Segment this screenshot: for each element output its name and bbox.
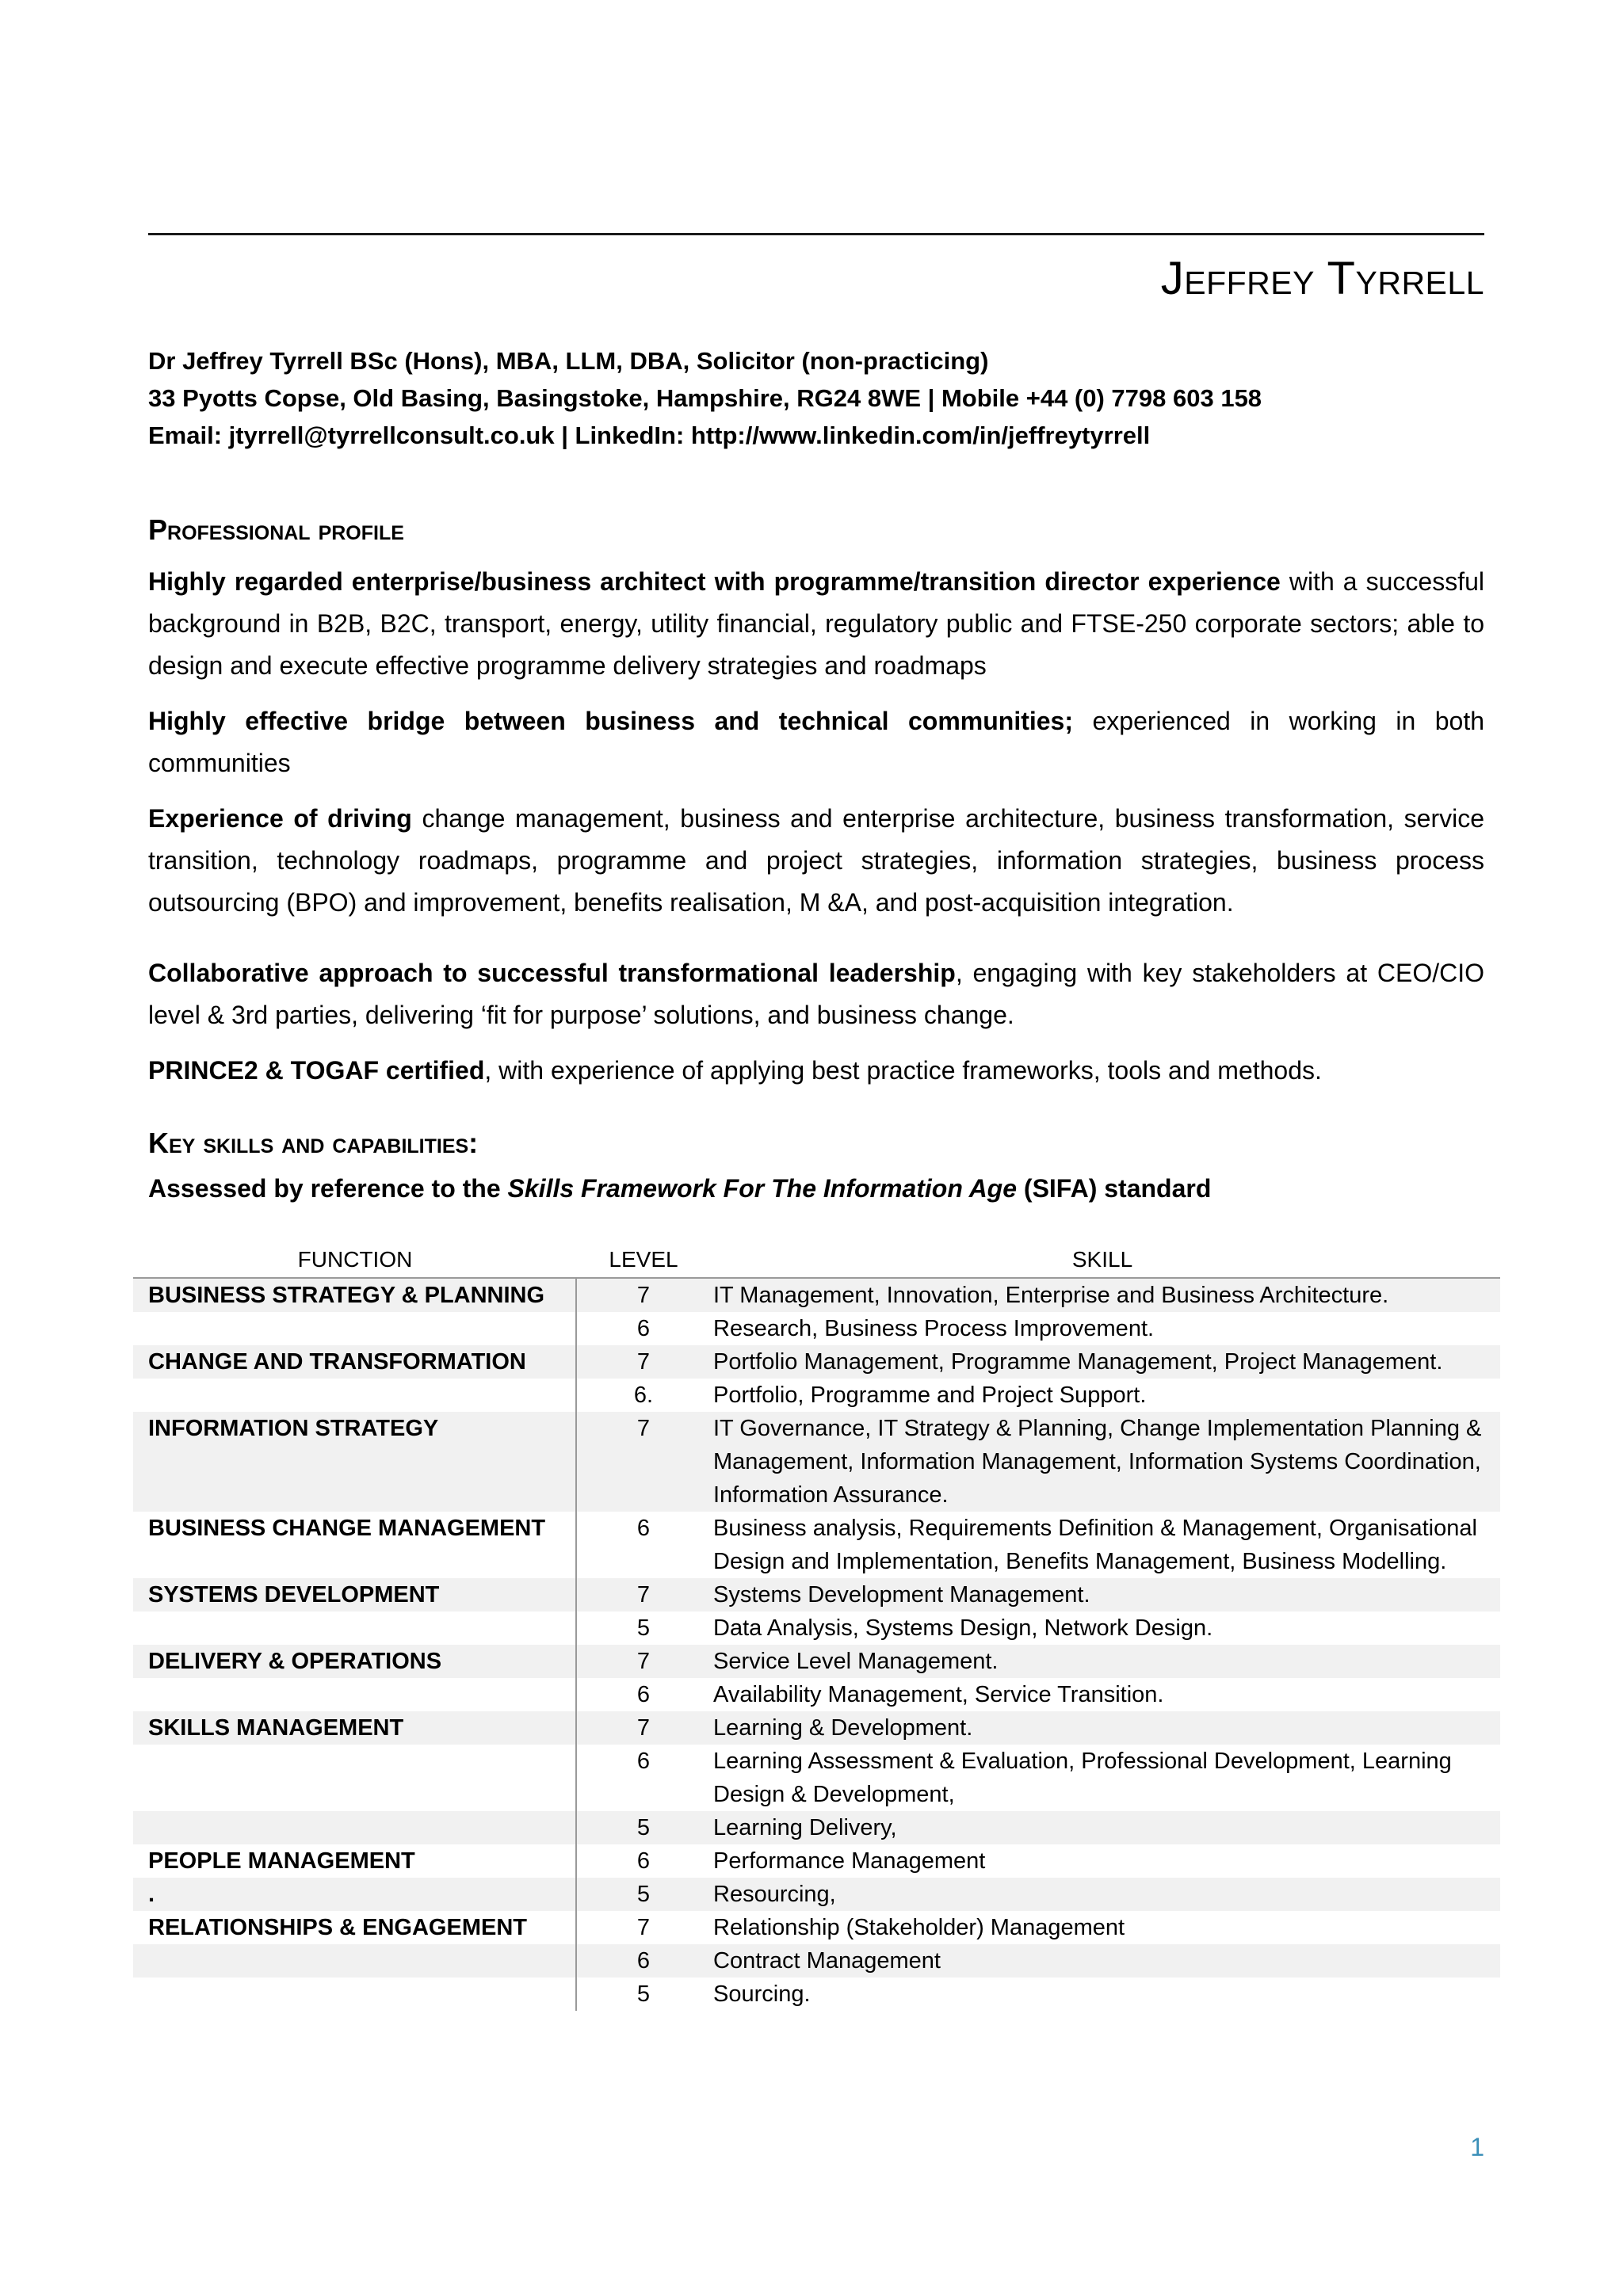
function-cell: BUSINESS CHANGE MANAGEMENT: [148, 1516, 546, 1541]
skill-cell: Resourcing,: [713, 1882, 836, 1907]
function-cell: SYSTEMS DEVELOPMENT: [148, 1582, 440, 1608]
profile-paragraph-text: with a successful background in B2B, B2C, transport, energy, utility financial, regulatory public and FTSE-250 corporate sectors; able to design and execute effective programme delivery strategies and roadmaps: [148, 567, 1485, 680]
skills-subheading-prefix: Assessed by reference to the: [148, 1174, 508, 1203]
level-cell: 7: [575, 1279, 710, 1312]
level-cell: 6: [575, 1844, 710, 1878]
function-cell: SKILLS MANAGEMENT: [148, 1715, 404, 1741]
skill-cell: Availability Management, Service Transition.: [713, 1682, 1164, 1707]
credentials-line: Dr Jeffrey Tyrrell BSc (Hons), MBA, LLM, DBA, Solicitor (non-practicing): [148, 347, 989, 375]
function-cell: RELATIONSHIPS & ENGAGEMENT: [148, 1915, 527, 1940]
table-row: [133, 1678, 1500, 1711]
skill-cell: Learning Delivery,: [713, 1815, 897, 1840]
level-cell: 5: [575, 1611, 710, 1645]
skill-cell: Service Level Management.: [713, 1649, 999, 1674]
profile-paragraph-text: , with experience of applying best practice frameworks, tools and methods.: [484, 1056, 1322, 1085]
profile-paragraph-text: change management, business and enterprise architecture, business transformation, service transition, technology roadmaps, programme and project strategies, information strategies, business process outsourcing (BPO) and improvement, benefits realisation, M &A, and post-acquisition integration.: [148, 804, 1485, 917]
skill-cell: IT Management, Innovation, Enterprise and Business Architecture.: [713, 1283, 1389, 1308]
level-cell: 6: [575, 1678, 710, 1711]
profile-paragraph: [148, 700, 1484, 784]
email-linkedin-line: Email: jtyrrell@tyrrellconsult.co.uk | LinkedIn: http://www.linkedin.com/in/jeffreytyrrell: [148, 421, 1151, 449]
skills-heading: Key skills and capabilities:: [148, 1127, 479, 1159]
level-cell: 7: [575, 1711, 710, 1745]
profile-paragraph-lead: Experience of driving: [148, 804, 412, 833]
profile-paragraph-lead: Highly effective bridge between business and technical communities;: [148, 707, 1074, 735]
table-row: [133, 1512, 1500, 1578]
level-cell: 7: [575, 1345, 710, 1379]
function-cell: .: [148, 1882, 155, 1907]
level-cell: 5: [575, 1978, 710, 2011]
table-row: [133, 1944, 1500, 1978]
function-cell: DELIVERY & OPERATIONS: [148, 1649, 442, 1674]
table-row: [133, 1878, 1500, 1911]
skill-cell: Business analysis, Requirements Definition & Management, Organisational Design and Implementation, Benefits Management, Business Modelling.: [713, 1516, 1477, 1574]
profile-paragraph-text: , engaging with key stakeholders at CEO/CIO level & 3rd parties, delivering ‘fit for purpose’ solutions, and business change.: [148, 959, 1485, 1029]
skill-cell: Contract Management: [713, 1948, 941, 1974]
function-cell: [133, 1312, 575, 1345]
function-cell: [133, 1745, 575, 1811]
level-cell: 6: [575, 1944, 710, 1978]
skill-cell: Performance Management: [713, 1848, 986, 1874]
function-cell: [133, 1978, 575, 2011]
profile-paragraph-lead: Highly regarded enterprise/business architect with programme/transition director experience: [148, 567, 1281, 596]
column-header-function: FUNCTION: [297, 1247, 413, 1272]
table-row: [133, 1279, 1500, 1312]
profile-section: [148, 561, 1484, 1092]
level-cell: 5: [575, 1878, 710, 1911]
table-row: [133, 1578, 1500, 1611]
level-cell: 7: [575, 1578, 710, 1611]
skills-subheading: [148, 1174, 1211, 1203]
table-row: [133, 1312, 1500, 1345]
function-cell: CHANGE AND TRANSFORMATION: [148, 1349, 526, 1375]
profile-paragraph: [148, 952, 1484, 1036]
table-row: [133, 1645, 1500, 1678]
skill-cell: Learning & Development.: [713, 1715, 973, 1741]
skill-cell: Data Analysis, Systems Design, Network Design.: [713, 1615, 1213, 1641]
address-line: 33 Pyotts Copse, Old Basing, Basingstoke, Hampshire, RG24 8WE | Mobile +44 (0) 7798 603 158: [148, 384, 1262, 412]
profile-paragraph-text: experienced in working in both communities: [148, 707, 1485, 777]
function-cell: [133, 1811, 575, 1844]
profile-paragraph: [148, 798, 1484, 924]
function-cell: BUSINESS STRATEGY & PLANNING: [148, 1283, 545, 1308]
column-header-skill: SKILL: [1071, 1247, 1133, 1272]
column-header-level: LEVEL: [609, 1247, 678, 1272]
profile-paragraph-lead: PRINCE2 & TOGAF certified: [148, 1056, 485, 1085]
table-row: [133, 1345, 1500, 1379]
table-row: [133, 1711, 1500, 1745]
function-cell: INFORMATION STRATEGY: [148, 1416, 439, 1441]
function-cell: [133, 1944, 575, 1978]
page-number: 1: [1470, 2133, 1484, 2161]
table-row: [133, 1611, 1500, 1645]
profile-paragraph-lead: Collaborative approach to successful transformational leadership: [148, 959, 956, 987]
skills-table: [133, 1244, 1500, 2011]
level-cell: 5: [575, 1811, 710, 1844]
function-cell: [133, 1611, 575, 1645]
level-cell: 7: [575, 1412, 710, 1512]
level-cell: 6.: [575, 1379, 710, 1412]
candidate-name: Jeffrey Tyrrell: [1160, 253, 1484, 304]
contact-block: [148, 342, 1484, 454]
skill-cell: Learning Assessment & Evaluation, Professional Development, Learning Design & Development,: [713, 1749, 1452, 1807]
skills-subheading-suffix: (SIFA) standard: [1017, 1174, 1212, 1203]
table-row: [133, 1379, 1500, 1412]
table-row: [133, 1745, 1500, 1811]
table-body: [133, 1279, 1500, 2011]
level-cell: 7: [575, 1645, 710, 1678]
skill-cell: Systems Development Management.: [713, 1582, 1090, 1608]
function-cell: PEOPLE MANAGEMENT: [148, 1848, 415, 1874]
level-cell: 6: [575, 1512, 710, 1578]
skills-framework-name: Skills Framework For The Information Age: [507, 1174, 1018, 1203]
skill-cell: Portfolio, Programme and Project Support.: [713, 1383, 1147, 1408]
profile-paragraph: [148, 1050, 1484, 1092]
header-rule: [148, 233, 1484, 235]
skill-cell: Research, Business Process Improvement.: [713, 1316, 1155, 1341]
table-row: [133, 1911, 1500, 1944]
table-header: [133, 1244, 1500, 1279]
table-row: [133, 1412, 1500, 1512]
profile-paragraph: [148, 561, 1484, 687]
table-row: [133, 1844, 1500, 1878]
skill-cell: Sourcing.: [713, 1981, 811, 2007]
level-cell: 6: [575, 1312, 710, 1345]
skill-cell: IT Governance, IT Strategy & Planning, Change Implementation Planning & Management, Information Management, Information Systems Coordination, Information Assurance.: [713, 1416, 1482, 1508]
function-cell: [133, 1678, 575, 1711]
skill-cell: Portfolio Management, Programme Management, Project Management.: [713, 1349, 1443, 1375]
level-cell: 6: [575, 1745, 710, 1811]
profile-heading: Professional profile: [148, 513, 404, 546]
function-cell: [133, 1379, 575, 1412]
level-cell: 7: [575, 1911, 710, 1944]
table-row: [133, 1811, 1500, 1844]
skill-cell: Relationship (Stakeholder) Management: [713, 1915, 1125, 1940]
table-row: [133, 1978, 1500, 2011]
